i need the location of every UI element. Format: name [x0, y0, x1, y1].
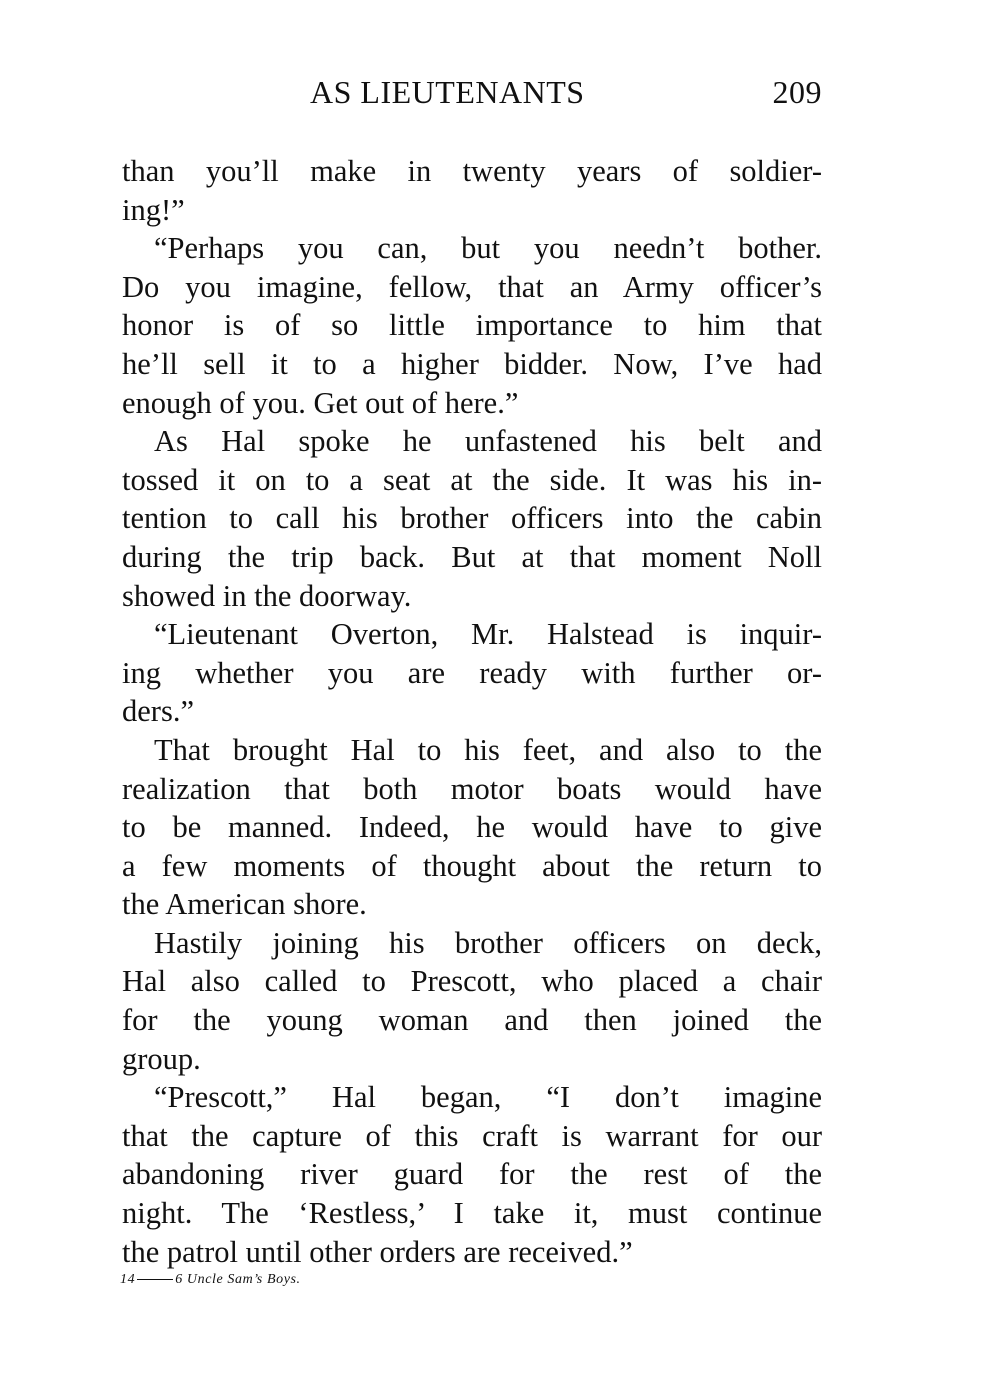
signature-number: 14: [120, 1272, 136, 1287]
text-line: realization that both motor boats would have: [122, 771, 822, 806]
signature-title: 6 Uncle Sam’s Boys.: [175, 1272, 301, 1287]
page-number: 209: [772, 74, 822, 110]
text-line: night. The ‘Restless,’ I take it, must continue: [122, 1196, 822, 1231]
text-line: the patrol until other orders are received.”: [122, 1234, 633, 1269]
text-line: “Prescott,” Hal began, “I don’t imagine: [154, 1080, 822, 1115]
text-line: that the capture of this craft is warrant for our: [122, 1118, 822, 1153]
paragraph: [122, 152, 822, 229]
signature-dash: [137, 1279, 173, 1280]
text-line: “Perhaps you can, but you needn’t bother.: [154, 231, 822, 266]
text-line: As Hal spoke he unfastened his belt and: [154, 424, 822, 459]
paragraph: [122, 1078, 822, 1271]
paragraph: [122, 731, 822, 924]
text-line: showed in the doorway.: [122, 578, 412, 613]
text-line: for the young woman and then joined the: [122, 1003, 822, 1038]
paragraph: [122, 615, 822, 731]
text-line: the American shore.: [122, 887, 367, 922]
text-line: ing!”: [122, 192, 185, 227]
text-line: Hal also called to Prescott, who placed a chair: [122, 964, 822, 999]
text-line: enough of you. Get out of here.”: [122, 385, 519, 420]
printer-signature: [120, 1272, 301, 1288]
text-line: during the trip back. But at that moment Noll: [122, 539, 822, 574]
paragraph: [122, 229, 822, 422]
text-line: tention to call his brother officers into the cabin: [122, 501, 822, 536]
text-line: Hastily joining his brother officers on deck,: [154, 925, 822, 960]
text-line: to be manned. Indeed, he would have to give: [122, 810, 822, 845]
text-line: “Lieutenant Overton, Mr. Halstead is inquir-: [154, 617, 822, 652]
text-line: a few moments of thought about the return to: [122, 848, 822, 883]
paragraph: [122, 422, 822, 615]
text-line: than you’ll make in twenty years of soldier-: [122, 154, 822, 188]
text-line: honor is of so little importance to him that: [122, 308, 822, 343]
text-line: group.: [122, 1041, 201, 1076]
paragraph: [122, 924, 822, 1078]
text-line: ders.”: [122, 694, 194, 729]
running-head: [122, 70, 822, 118]
text-line: abandoning river guard for the rest of the: [122, 1157, 822, 1192]
text-line: he’ll sell it to a higher bidder. Now, I’ve had: [122, 346, 822, 381]
body-text: [122, 152, 822, 1271]
text-line: That brought Hal to his feet, and also to the: [154, 732, 822, 767]
running-title: AS LIEUTENANTS: [310, 74, 585, 110]
text-line: tossed it on to a seat at the side. It was his in-: [122, 462, 822, 497]
text-line: Do you imagine, fellow, that an Army officer’s: [122, 269, 822, 304]
text-line: ing whether you are ready with further or-: [122, 655, 822, 690]
